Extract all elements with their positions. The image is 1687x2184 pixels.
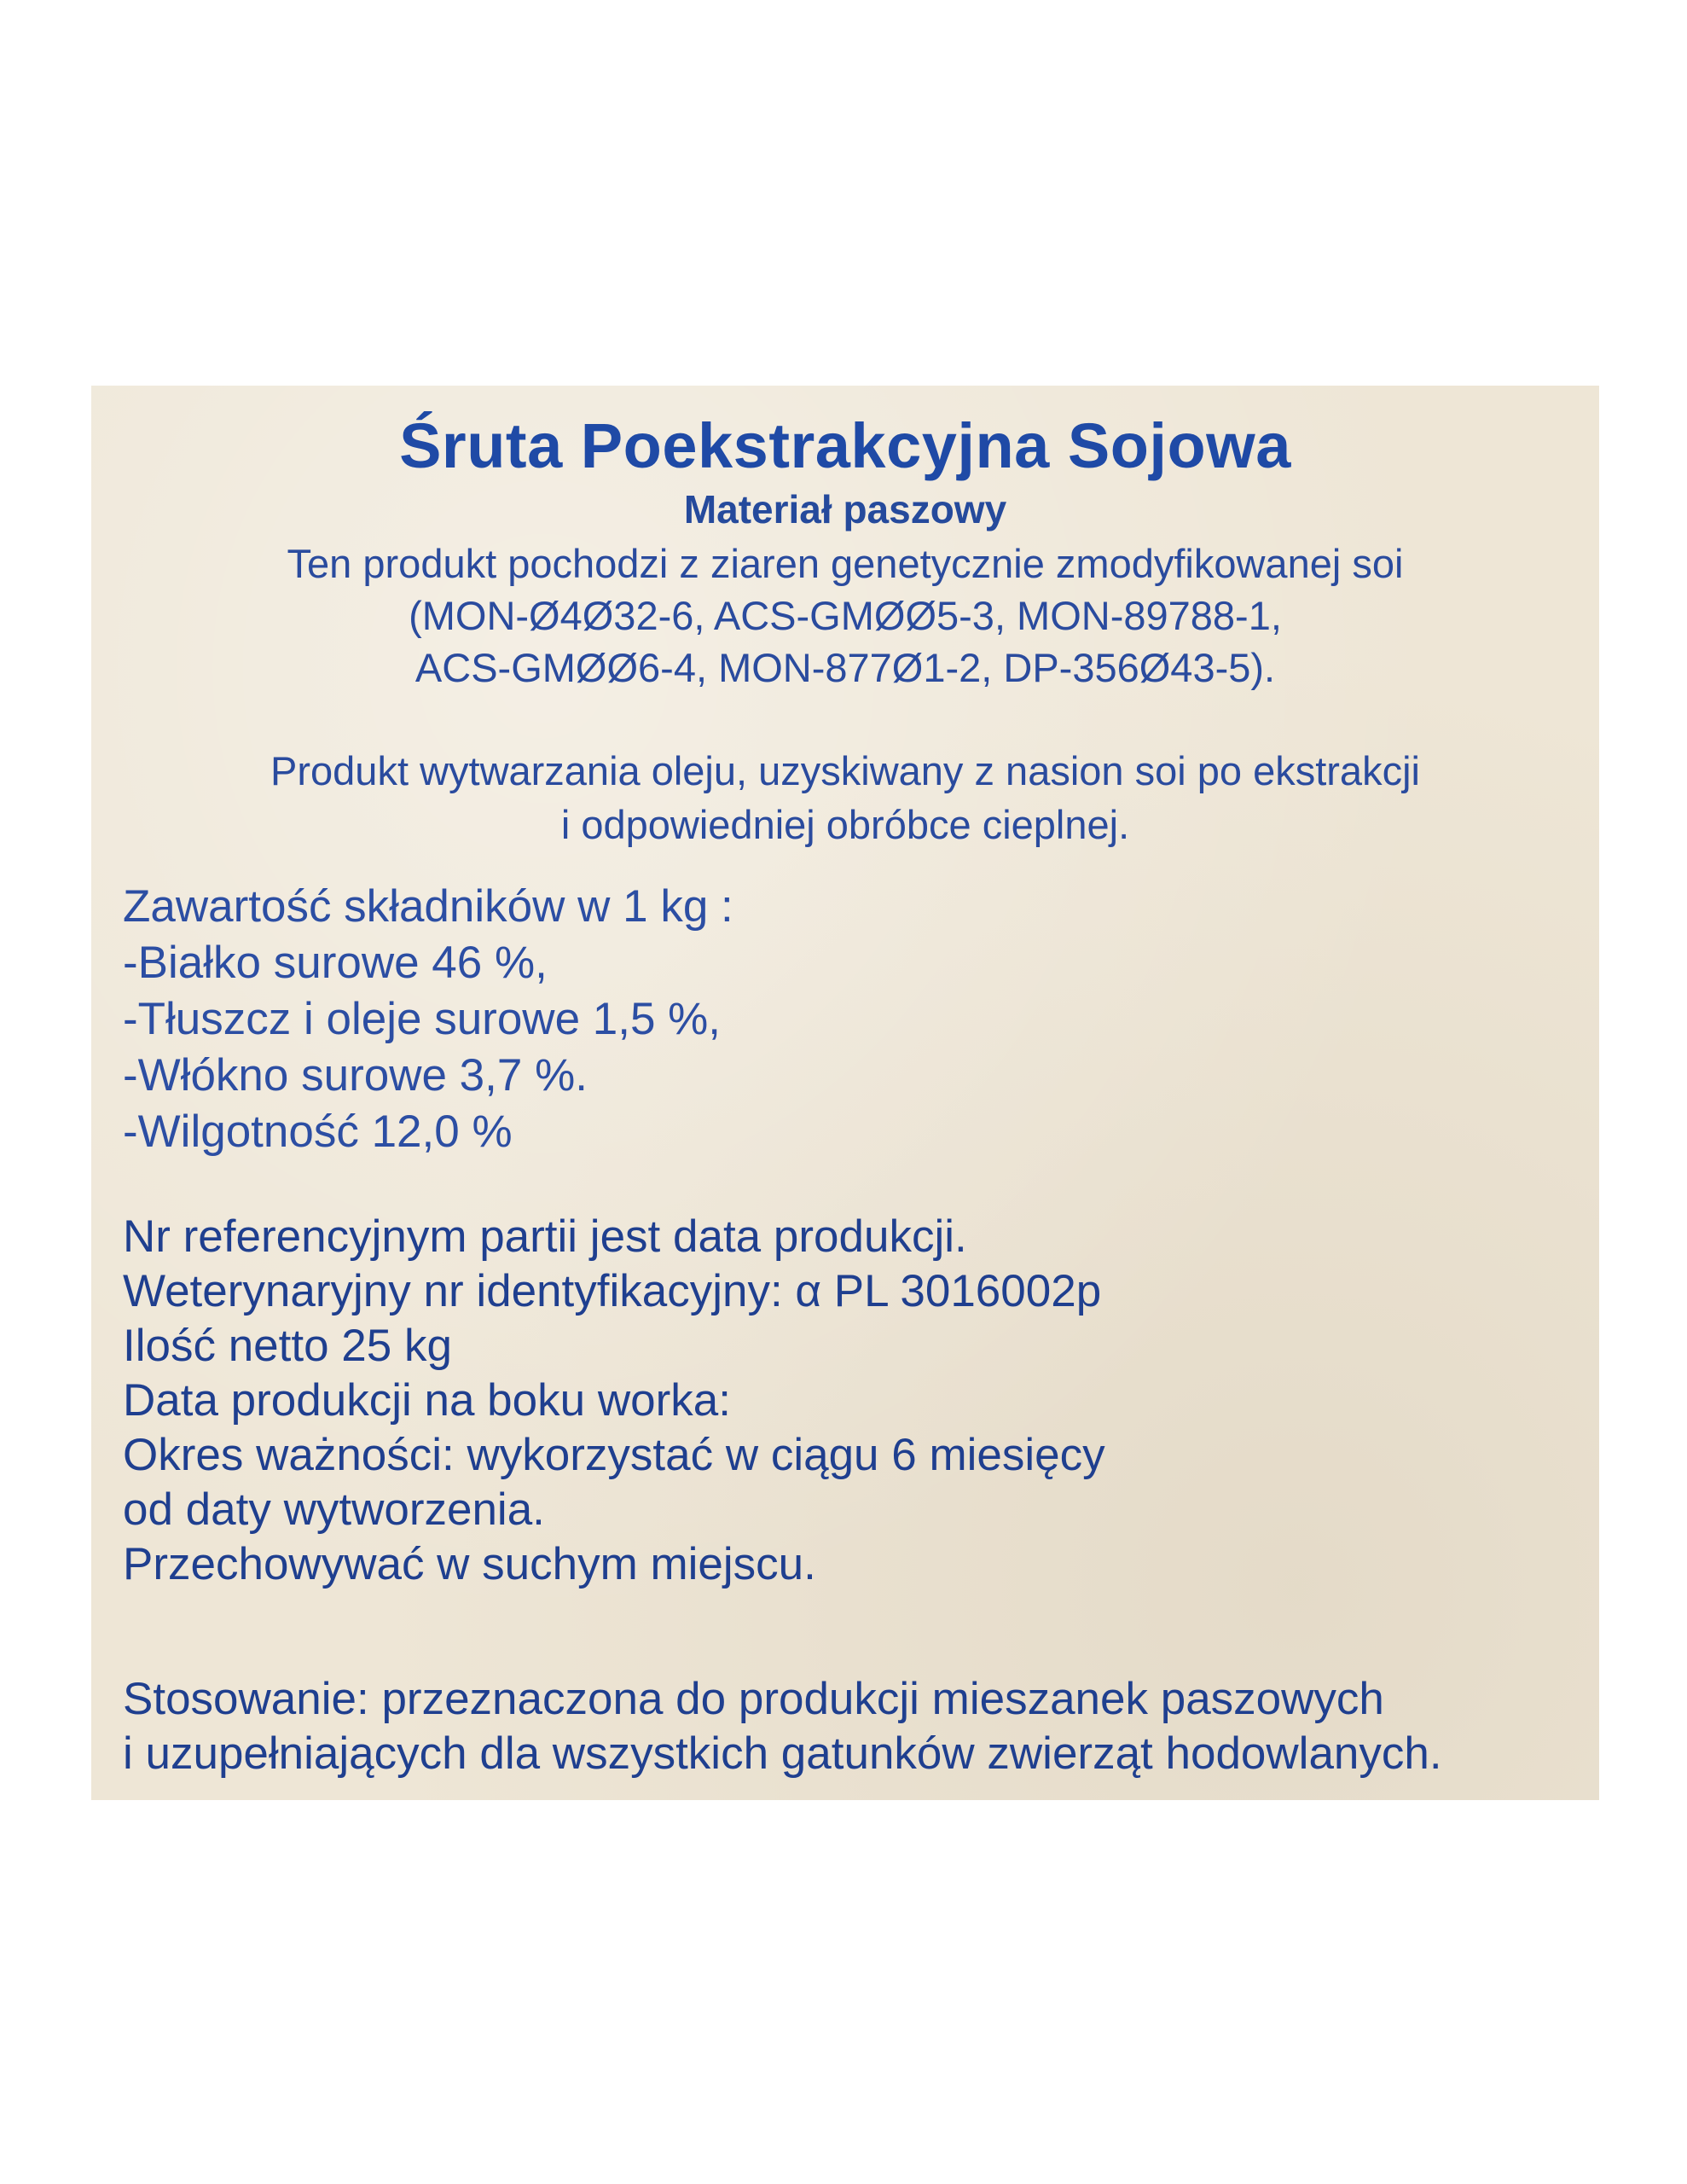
- composition-item: -Tłuszcz i oleje surowe 1,5 %,: [123, 994, 722, 1044]
- composition-item: -Wilgotność 12,0 %: [123, 1107, 513, 1157]
- product-label: [91, 386, 1599, 1800]
- info-line: Przechowywać w suchym miejscu.: [123, 1539, 816, 1589]
- composition-heading: Zawartość składników w 1 kg :: [123, 881, 733, 932]
- gmo-statement: [91, 537, 1599, 694]
- info-line: od daty wytworzenia.: [123, 1484, 545, 1535]
- info-line: Ilość netto 25 kg: [123, 1321, 452, 1371]
- gmo-line: (MON-Ø4Ø32-6, ACS-GMØØ5-3, MON-89788-1,: [409, 593, 1282, 638]
- composition-item: -Włókno surowe 3,7 %.: [123, 1050, 588, 1101]
- process-line: i odpowiedniej obróbce cieplnej.: [560, 802, 1130, 847]
- info-line: Data produkcji na boku worka:: [123, 1375, 731, 1426]
- usage-line: i uzupełniających dla wszystkich gatunków zwierząt hodowlanych.: [123, 1728, 1442, 1779]
- usage-section: [123, 1672, 1442, 1781]
- composition-section: [123, 879, 733, 1160]
- usage-line: Stosowanie: przeznaczona do produkcji mieszanek paszowych: [123, 1674, 1384, 1724]
- composition-item: -Białko surowe 46 %,: [123, 938, 548, 988]
- product-info-section: [123, 1210, 1105, 1592]
- info-line: Nr referencyjnym partii jest data produkcji.: [123, 1211, 967, 1262]
- info-line: Weterynaryjny nr identyfikacyjny: α PL 3016002p: [123, 1266, 1102, 1316]
- gmo-line: Ten produkt pochodzi z ziaren genetycznie zmodyfikowanej soi: [287, 541, 1404, 586]
- product-title: Śruta Poekstrakcyjna Sojowa: [399, 410, 1291, 481]
- product-subtitle: Materiał paszowy: [683, 487, 1007, 531]
- info-line: Okres ważności: wykorzystać w ciągu 6 miesięcy: [123, 1430, 1105, 1480]
- gmo-line: ACS-GMØØ6-4, MON-877Ø1-2, DP-356Ø43-5).: [415, 645, 1276, 690]
- process-line: Produkt wytwarzania oleju, uzyskiwany z nasion soi po ekstrakcji: [270, 748, 1420, 793]
- process-description: [91, 744, 1599, 851]
